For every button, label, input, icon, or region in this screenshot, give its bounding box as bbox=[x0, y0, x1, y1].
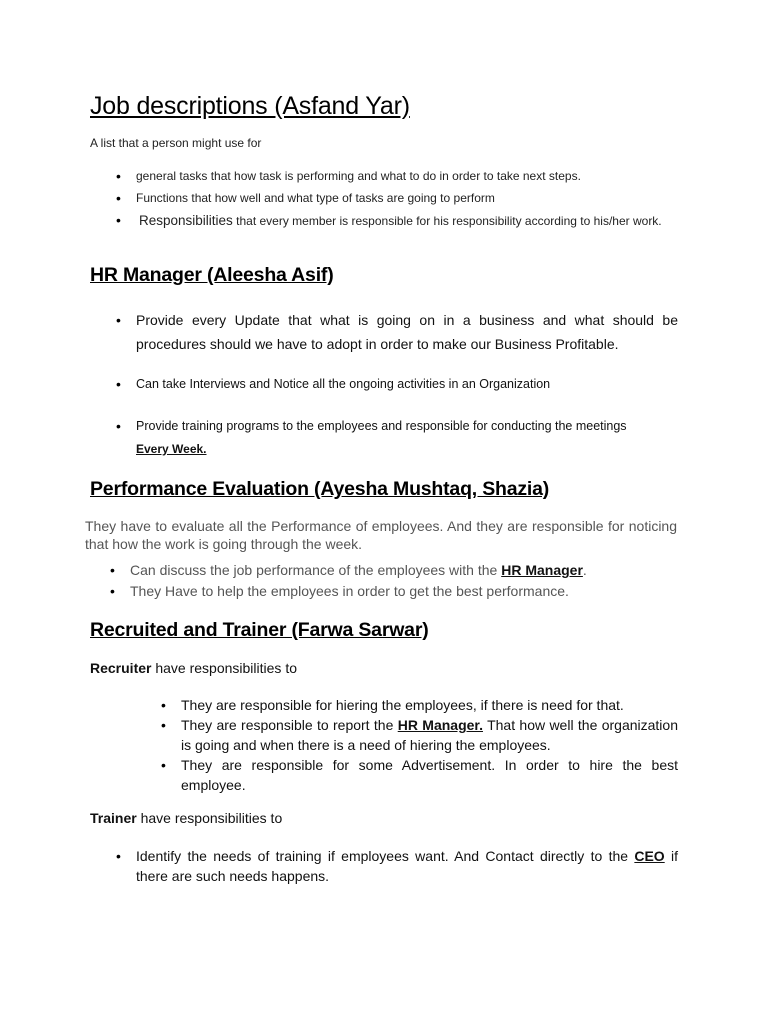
hr-manager-list-3 bbox=[136, 415, 678, 461]
intro-text: A list that a person might use for bbox=[90, 136, 262, 150]
job-descriptions-list bbox=[136, 166, 678, 234]
every-week-text: Every Week. bbox=[136, 442, 207, 456]
hr-manager-link[interactable]: HR Manager bbox=[501, 562, 583, 578]
heading-job-descriptions: Job descriptions (Asfand Yar) bbox=[90, 92, 410, 120]
trainer-list bbox=[136, 846, 678, 886]
list-item: • They are responsible for some Advertisement. In order to hire the best employee. bbox=[181, 755, 678, 795]
heading-hr-manager: HR Manager (Aleesha Asif) bbox=[90, 264, 334, 286]
training-text: Provide training programs to the employees and responsible for conducting the meetings bbox=[136, 419, 627, 433]
list-item: • Functions that how well and what type of tasks are going to perform bbox=[136, 188, 678, 208]
ceo-link[interactable]: CEO bbox=[634, 848, 665, 864]
hr-manager-list bbox=[136, 308, 678, 356]
list-item: • Can take Interviews and Notice all the ongoing activities in an Organization bbox=[136, 375, 678, 393]
recruiter-label: Recruiter bbox=[90, 660, 152, 676]
recruiter-text: have responsibilities to bbox=[151, 660, 297, 676]
hr-manager-list-2 bbox=[136, 375, 678, 393]
performance-paragraph: They have to evaluate all the Performance of employees. And they are responsible for noticing that how the work is going through the week. bbox=[85, 518, 677, 552]
list-item-text: They are responsible to report the bbox=[181, 717, 398, 733]
list-item-text: Can discuss the job performance of the employees with the bbox=[130, 562, 502, 578]
list-item: • They are responsible for hiering the employees, if there is need for that. bbox=[181, 695, 678, 715]
heading-recruited-trainer: Recruited and Trainer (Farwa Sarwar) bbox=[90, 619, 429, 641]
list-item bbox=[181, 715, 678, 755]
trainer-text: have responsibilities to bbox=[136, 810, 283, 826]
trainer-label: Trainer bbox=[90, 810, 137, 826]
list-item bbox=[136, 846, 678, 886]
list-item-text: That how well the organization is going and when there is a need of hiering the employees. bbox=[181, 717, 678, 753]
list-item: • They Have to help the employees in order to get the best performance. bbox=[130, 581, 680, 602]
list-item bbox=[130, 560, 680, 581]
performance-list bbox=[130, 560, 680, 602]
list-item-text: if there are such needs happens. bbox=[136, 848, 679, 884]
recruiter-list bbox=[181, 695, 678, 795]
trainer-line bbox=[90, 810, 282, 826]
list-item-text: Identify the needs of training if employees want. And Contact directly to the bbox=[136, 848, 635, 864]
list-item-punct: . bbox=[582, 562, 587, 578]
list-item bbox=[136, 415, 678, 461]
recruiter-line bbox=[90, 660, 297, 676]
heading-performance-evaluation: Performance Evaluation (Ayesha Mushtaq, Shazia) bbox=[90, 478, 550, 500]
responsibilities-text: that every member is responsible for his responsibility according to his/her work. bbox=[232, 214, 662, 228]
list-item: • Provide every Update that what is going on in a business and what should be procedures should we have to adopt in order to make our Business Profitable. bbox=[136, 308, 678, 356]
list-item: • general tasks that how task is performing and what to do in order to take next steps. bbox=[136, 166, 678, 186]
hr-manager-link[interactable]: HR Manager. bbox=[397, 717, 483, 733]
list-item bbox=[136, 210, 678, 232]
responsibilities-label: Responsibilities bbox=[139, 213, 233, 228]
